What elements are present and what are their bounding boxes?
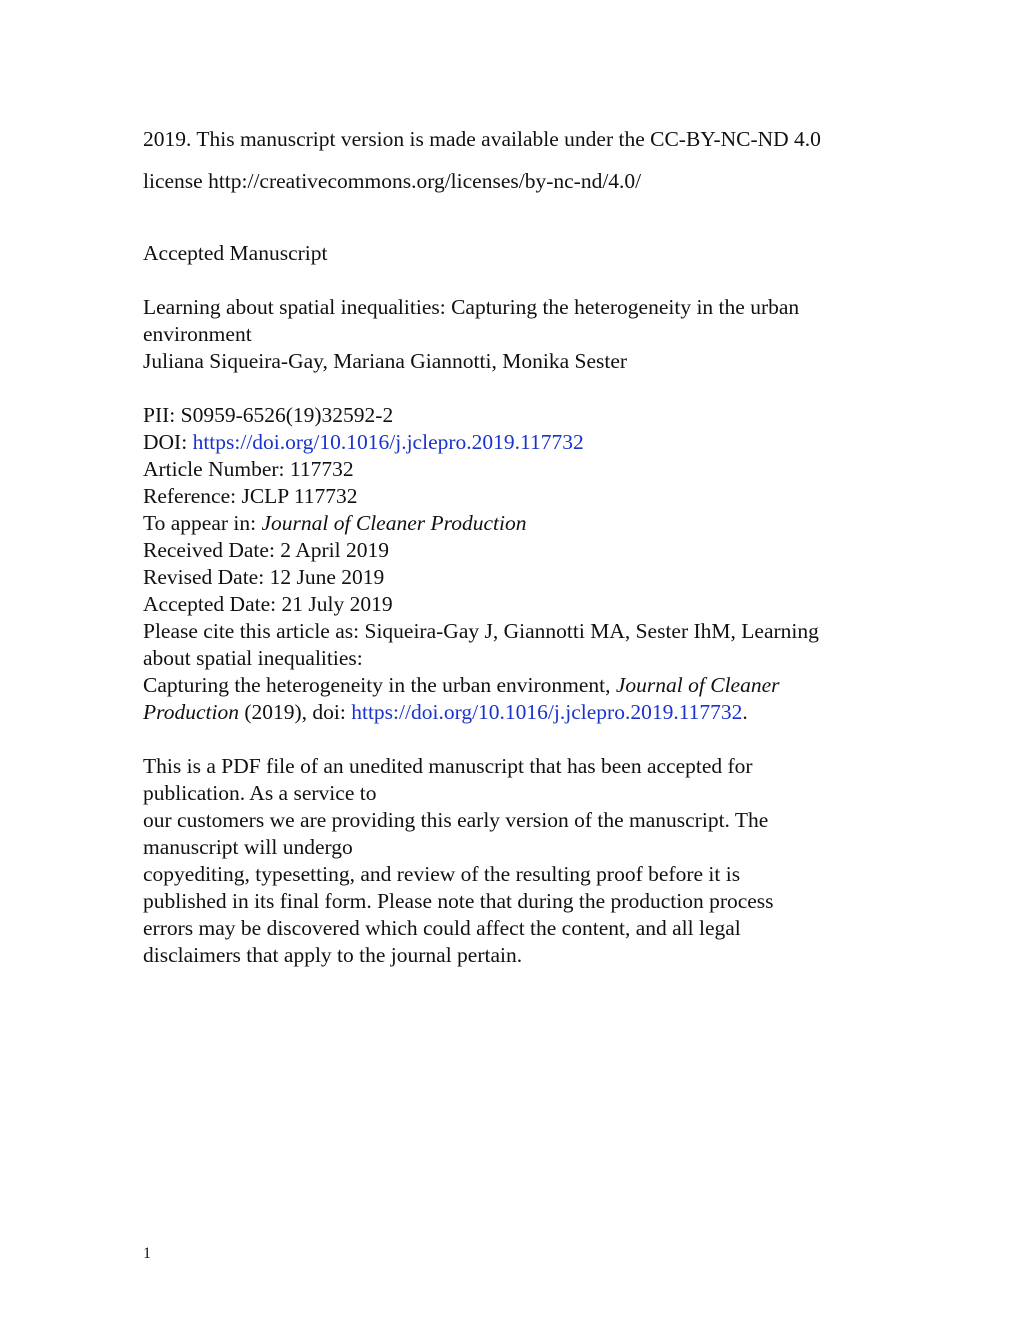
citation-year-doi: (2019), doi: <box>238 700 352 724</box>
disclaimer-line: This is a PDF file of an unedited manuscript that has been accepted for <box>143 754 753 778</box>
article-number: Article Number: 117732 <box>143 457 354 481</box>
appear-in-line <box>143 510 923 537</box>
citation-line-4 <box>143 699 923 726</box>
citation-doi-link[interactable]: https://doi.org/10.1016/j.jclepro.2019.117732 <box>351 700 743 724</box>
disclaimer-line: our customers we are providing this early version of the manuscript. The <box>143 808 769 832</box>
disclaimer-line: copyediting, typesetting, and review of the resulting proof before it is <box>143 862 741 886</box>
citation-text: Capturing the heterogeneity in the urban environment, <box>143 673 616 697</box>
citation-journal-part-1: Journal of Cleaner <box>615 673 780 697</box>
reference: Reference: JCLP 117732 <box>143 484 358 508</box>
license-line-2: license http://creativecommons.org/licenses/by-nc-nd/4.0/ <box>143 169 642 193</box>
article-header <box>143 294 923 375</box>
page-number: 1 <box>143 1245 151 1262</box>
doi-line <box>143 429 923 456</box>
citation-line-2: about spatial inequalities: <box>143 646 363 670</box>
disclaimer-line: errors may be discovered which could affect the content, and all legal <box>143 916 741 940</box>
appear-label: To appear in: <box>143 511 262 535</box>
disclaimer-line: disclaimers that apply to the journal pertain. <box>143 943 523 967</box>
disclaimer-line: publication. As a service to <box>143 781 377 805</box>
pii: PII: S0959-6526(19)32592-2 <box>143 403 394 427</box>
citation-end: . <box>742 700 748 724</box>
article-authors: Juliana Siqueira-Gay, Mariana Giannotti, Monika Sester <box>143 349 628 373</box>
disclaimer-line: published in its final form. Please note that during the production process <box>143 889 774 913</box>
license-line-1: 2019. This manuscript version is made available under the CC-BY-NC-ND 4.0 <box>143 127 821 151</box>
license-notice <box>143 118 943 202</box>
disclaimer-paragraph <box>143 753 923 969</box>
received-date: Received Date: 2 April 2019 <box>143 538 389 562</box>
revised-date: Revised Date: 12 June 2019 <box>143 565 385 589</box>
disclaimer-line: manuscript will undergo <box>143 835 353 859</box>
article-metadata <box>143 402 923 726</box>
citation-journal-part-2: Production <box>143 700 239 724</box>
article-title-line-1: Learning about spatial inequalities: Capturing the heterogeneity in the urban <box>143 295 800 319</box>
journal-name: Journal of Cleaner Production <box>261 511 527 535</box>
citation-line-1: Please cite this article as: Siqueira-Gay J, Giannotti MA, Sester IhM, Learning <box>143 619 819 643</box>
accepted-date: Accepted Date: 21 July 2019 <box>143 592 393 616</box>
doi-label: DOI: <box>143 430 193 454</box>
doi-link[interactable]: https://doi.org/10.1016/j.jclepro.2019.117732 <box>192 430 584 454</box>
citation-line-3 <box>143 672 923 699</box>
accepted-manuscript-heading: Accepted Manuscript <box>143 241 328 265</box>
article-title-line-2: environment <box>143 322 252 346</box>
